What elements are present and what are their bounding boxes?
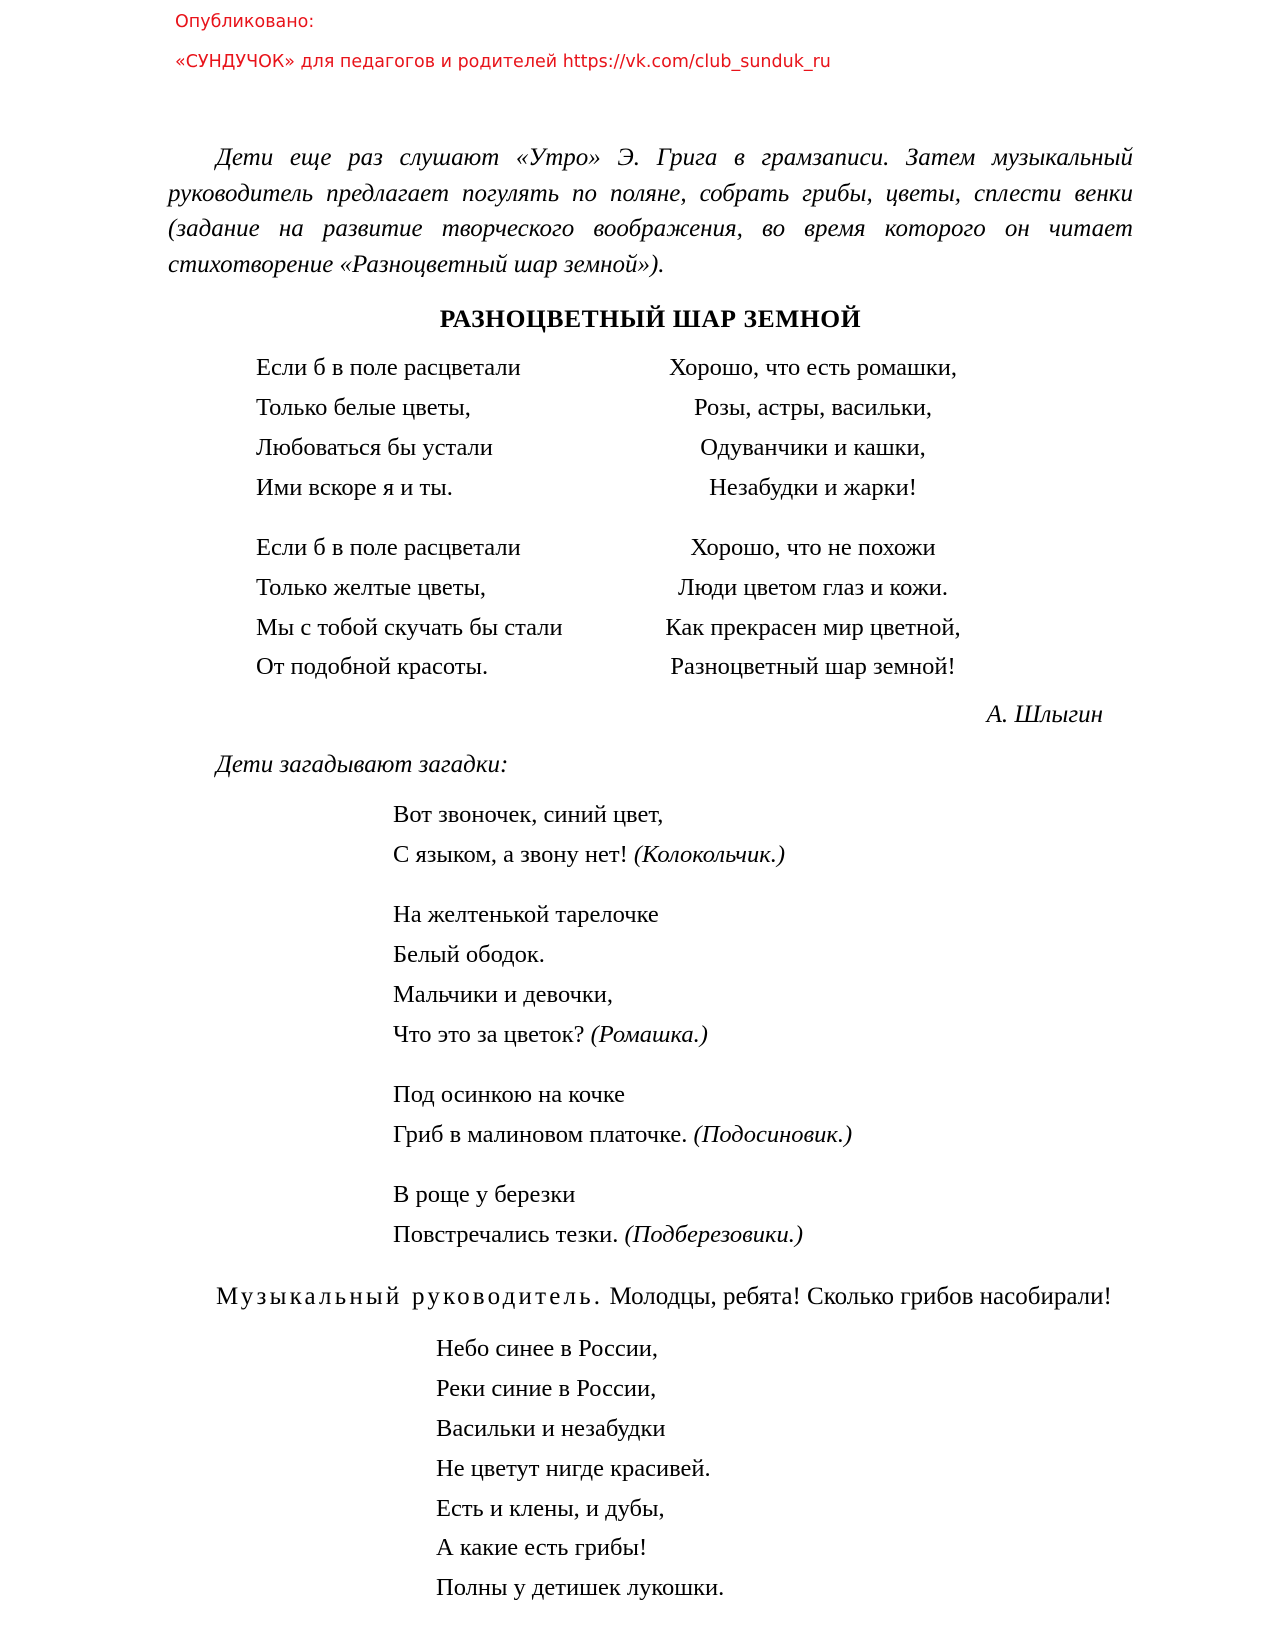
riddles-block (168, 795, 1133, 1254)
watermark-line-source: «СУНДУЧОК» для педагогов и родителей https://vk.com/club_sunduk_ru (175, 51, 831, 72)
riddle-line: Что это за цветок? (393, 1020, 591, 1048)
riddle-item (393, 895, 1133, 1055)
song-line: Небо синее в России, (436, 1334, 659, 1362)
poem-line: Хорошо, что есть ромашки, (669, 354, 957, 381)
riddles-lead-in: Дети загадывают загадки: (216, 751, 509, 779)
riddle-line: С языком, а звону нет! (393, 841, 634, 869)
poem-line: Ими вскоре я и ты. (256, 473, 453, 501)
publisher-watermark (175, 14, 1075, 71)
poem-stanza (256, 348, 588, 508)
poem-line: Если б в поле расцветали (256, 354, 521, 381)
riddle-item (393, 1075, 1133, 1155)
song-line: Есть и клены, и дубы, (436, 1494, 665, 1522)
intro-paragraph: Дети еще раз слушают «Утро» Э. Грига в грамзаписи. Затем музыкальный руководитель предлагает погулять по поляне, собрать грибы, цветы, сплести венки (задание на развитие творческого воображения, во время которого он читает стихотворение «Разноцветный шар земной»). (168, 144, 1133, 278)
song-block (168, 1329, 1133, 1608)
speaker-name: Музыкальный руководитель. (216, 1282, 604, 1310)
poem-line: Только белые цветы, (256, 393, 471, 421)
riddle-item (393, 795, 1133, 875)
riddle-answer: (Ромашка.) (590, 1020, 708, 1048)
poem-column-right (588, 348, 1038, 687)
poem-line: Разноцветный шар земной! (670, 653, 956, 681)
riddle-line-with-answer (393, 1115, 1133, 1155)
poem-line: Только желтые цветы, (256, 573, 487, 601)
song-line: Полны у детишек лукошки. (436, 1574, 725, 1602)
riddle-line-with-answer (393, 1215, 1133, 1255)
speaker-paragraph (168, 1279, 1133, 1315)
riddle-line: Вот звоночек, синий цвет, (393, 801, 664, 829)
poem-line: Розы, астры, васильки, (693, 393, 932, 421)
riddle-answer: (Колокольчик.) (633, 841, 785, 869)
riddle-line-with-answer (393, 1015, 1133, 1055)
riddle-item (393, 1175, 1133, 1255)
poem-line: Хорошо, что не похожи (690, 533, 936, 561)
riddle-line: Под осинкою на кочке (393, 1080, 625, 1108)
riddle-answer: (Подберезовики.) (624, 1220, 804, 1248)
poem-stanza (256, 528, 588, 688)
poem-line: От подобной красоты. (256, 653, 489, 681)
poem-line: Как прекрасен мир цветной, (665, 613, 961, 641)
poem-stanza (588, 348, 1038, 508)
document-body (168, 140, 1133, 1608)
riddle-answer: (Подосиновик.) (693, 1120, 853, 1148)
riddle-line: Мальчики и девочки, (393, 981, 614, 1009)
poem-line: Мы с тобой скучать бы стали (256, 613, 563, 641)
riddle-line: Белый ободок. (393, 941, 545, 969)
poem-column-left (168, 348, 588, 687)
song-line: Не цветут нигде красивей. (436, 1454, 711, 1482)
riddle-line-with-answer (393, 835, 1133, 875)
riddle-line: Гриб в малиновом платочке. (393, 1120, 694, 1148)
poem-title: РАЗНОЦВЕТНЫЙ ШАР ЗЕМНОЙ (439, 304, 862, 333)
poem-line: Любоваться бы устали (256, 433, 493, 461)
poem-columns (168, 348, 1133, 687)
poem-line: Одуванчики и кашки, (700, 433, 926, 461)
song-line: Реки синие в России, (436, 1374, 657, 1402)
poem-stanza (588, 528, 1038, 688)
riddle-line: В роще у березки (393, 1180, 576, 1208)
poem-line: Незабудки и жарки! (709, 473, 917, 501)
riddle-line: На желтенькой тарелочке (393, 901, 659, 929)
poem-line: Люди цветом глаз и кожи. (678, 573, 948, 601)
song-line: Васильки и незабудки (436, 1414, 666, 1442)
watermark-line-published: Опубликовано: (175, 12, 315, 32)
poem-author: А. Шлыгин (986, 701, 1103, 729)
riddle-line: Повстречались тезки. (393, 1220, 625, 1248)
song-line: А какие есть грибы! (436, 1534, 648, 1562)
poem-line: Если б в поле расцветали (256, 533, 521, 561)
speaker-text: Молодцы, ребята! Сколько грибов насобирали! (603, 1282, 1112, 1310)
